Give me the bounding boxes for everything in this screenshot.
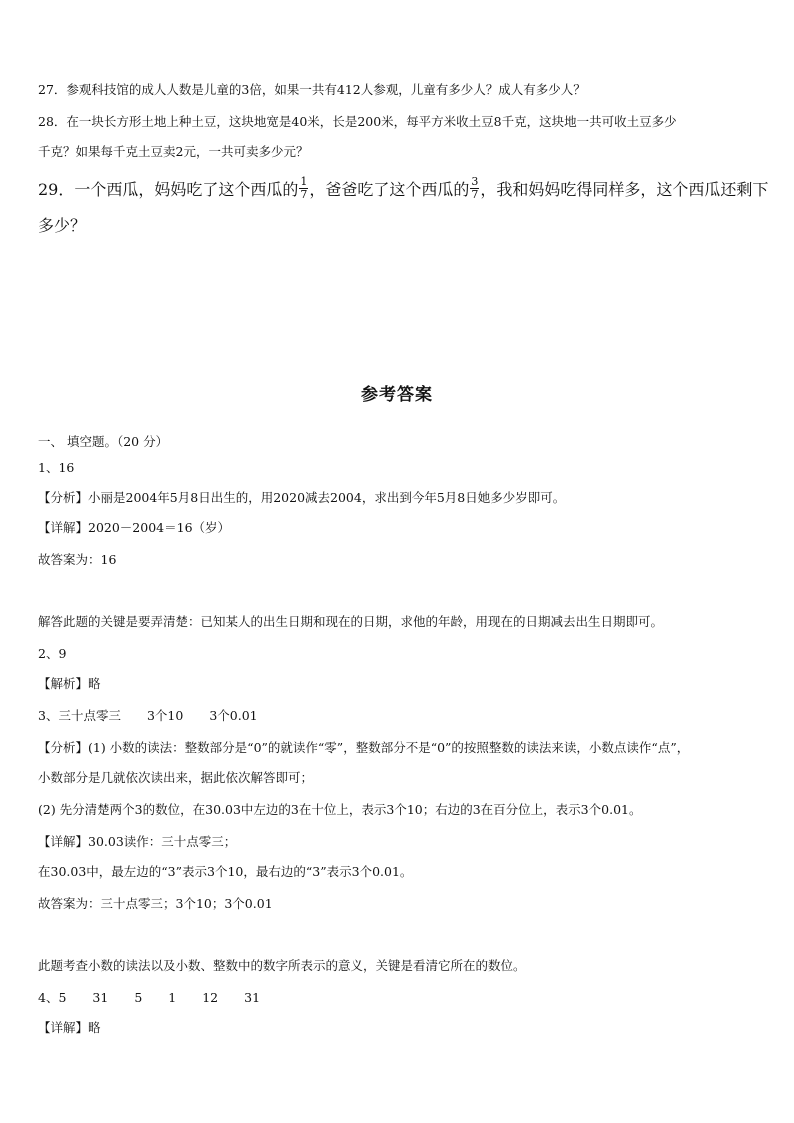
answer-3-analysis-2: 小数部分是几就依次读出来，据此依次解答即可；	[38, 770, 314, 785]
answer-4-value: 12	[202, 990, 219, 1005]
question-29-line1	[38, 175, 769, 203]
section-heading: 一、 填空题。（20 分）	[38, 434, 169, 449]
answer-4-value: 1	[168, 990, 177, 1005]
fraction-numerator: 1	[300, 175, 308, 188]
answer-3-analysis-3: (2) 先分清楚两个3的数位，在30.03中左边的3在十位上，表示3个10；右边的3在百分位上，表示3个0.01。	[38, 802, 642, 817]
answer-3-value-3: 3个0.01	[209, 708, 258, 723]
answer-3-result: 故答案为：三十点零三；3个10；3个0.01	[38, 896, 273, 911]
q29-text-3: ，我和妈妈吃得同样多，这个西瓜还剩下	[480, 180, 769, 199]
answer-1: 1、16	[38, 460, 75, 475]
answer-4-value: 31	[92, 990, 109, 1005]
question-29-line2: 多少？	[38, 216, 87, 235]
answer-4	[38, 990, 260, 1006]
question-27: 27．参观科技馆的成人人数是儿童的3倍，如果一共有412人参观，儿童有多少人？成人有多少人？	[38, 82, 586, 97]
answer-3-analysis-1: 【分析】(1) 小数的读法：整数部分是“0”的就读作“零”，整数部分不是“0”的按照整数的读法来读，小数点读作“点”，	[38, 740, 690, 755]
q29-text-1: 29．一个西瓜，妈妈吃了这个西瓜的	[38, 180, 299, 199]
answer-3-detail: 【详解】30.03读作：三十点零三；	[38, 834, 237, 849]
answer-3-detail-2: 在30.03中，最左边的“3”表示3个10，最右边的“3”表示3个0.01。	[38, 864, 413, 879]
question-28-line2: 千克？如果每千克土豆卖2元，一共可卖多少元？	[38, 144, 309, 159]
answer-4-detail: 【详解】略	[38, 1020, 101, 1035]
answers-title: 参考答案	[361, 385, 433, 405]
fraction-denominator: 7	[471, 188, 479, 201]
answer-1-result: 故答案为：16	[38, 552, 117, 567]
answer-3-comment: 此题考查小数的读法以及小数、整数中的数字所表示的意义，关键是看清它所在的数位。	[38, 958, 526, 973]
answer-2-analysis: 【解析】略	[38, 676, 101, 691]
question-28-line1: 28．在一块长方形土地上种土豆，这块地宽是40米，长是200米，每平方米收土豆8千克，这块地一共可收土豆多少	[38, 114, 677, 129]
answer-3	[38, 708, 258, 724]
answer-1-detail: 【详解】2020－2004＝16（岁）	[38, 520, 231, 535]
fraction-three-sevenths	[470, 176, 479, 201]
q29-text-2: ，爸爸吃了这个西瓜的	[309, 180, 470, 199]
answer-4-value: 5	[134, 990, 143, 1005]
answer-3-value-2: 3个10	[146, 708, 184, 723]
fraction-one-seventh	[299, 176, 308, 201]
answer-4-value: 4、5	[38, 990, 67, 1005]
answer-4-value: 31	[244, 990, 261, 1005]
answer-1-comment: 解答此题的关键是要弄清楚：已知某人的出生日期和现在的日期，求他的年龄，用现在的日期减去出生日期即可。	[38, 614, 664, 629]
answer-1-analysis: 【分析】小丽是2004年5月8日出生的，用2020减去2004，求出到今年5月8日她多少岁即可。	[38, 490, 566, 505]
fraction-denominator: 7	[300, 188, 308, 201]
answer-3-value-1: 3、三十点零三	[38, 708, 121, 723]
answer-2: 2、9	[38, 646, 67, 661]
fraction-numerator: 3	[471, 175, 479, 188]
